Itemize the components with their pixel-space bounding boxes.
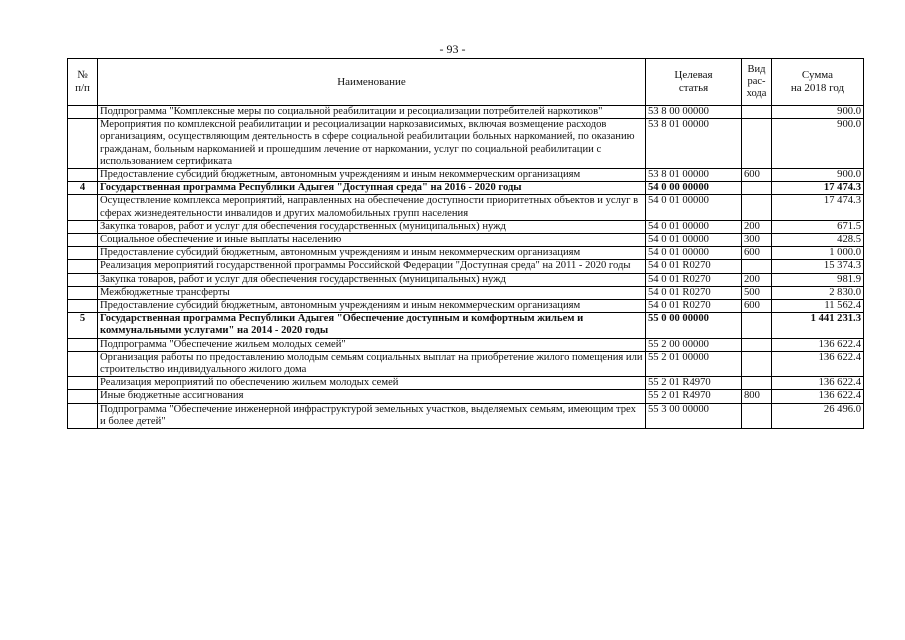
row-name-cell: Организация работы по предоставлению молодым семьям социальных выплат на приобретение жилого помещения или строительство индивидуального жилого дома: [98, 351, 646, 376]
header-name: Наименование: [98, 59, 646, 106]
row-code-cell: 55 2 01 00000: [646, 351, 742, 376]
header-type: Вид рас- хода: [742, 59, 772, 106]
row-code-cell: 54 0 01 00000: [646, 195, 742, 220]
row-name-cell: Государственная программа Республики Адыгея "Обеспечение доступным и комфортным жильем и коммунальными услугами" на 2014 - 2020 годы: [98, 313, 646, 338]
row-type-cell: 200: [742, 220, 772, 233]
row-code-cell: 55 2 01 R4970: [646, 390, 742, 403]
row-name-cell: Осуществление комплекса мероприятий, направленных на обеспечение доступности приоритетных объектов и услуг в сферах жизнедеятельности инвалидов и других маломобильных групп населения: [98, 195, 646, 220]
row-type-cell: [742, 338, 772, 351]
row-sum-cell: 136 622.4: [772, 390, 864, 403]
row-type-cell: [742, 313, 772, 338]
row-num-cell: [68, 220, 98, 233]
row-name-cell: Социальное обеспечение и иные выплаты населению: [98, 234, 646, 247]
row-sum-cell: 17 474.3: [772, 195, 864, 220]
row-name-cell: Подпрограмма "Комплексные меры по социальной реабилитации и ресоциализации потребителей наркотиков": [98, 106, 646, 119]
row-code-cell: 54 0 01 R0270: [646, 260, 742, 273]
row-code-cell: 54 0 01 00000: [646, 247, 742, 260]
row-sum-cell: 671.5: [772, 220, 864, 233]
table-row: [68, 377, 864, 390]
row-num-cell: [68, 169, 98, 182]
row-num-cell: [68, 338, 98, 351]
table-row: [68, 169, 864, 182]
table-row: [68, 286, 864, 299]
row-type-cell: [742, 403, 772, 428]
row-name-cell: Реализация мероприятий государственной программы Российской Федерации "Доступная среда" на 2011 - 2020 годы: [98, 260, 646, 273]
row-code-cell: 53 8 01 00000: [646, 119, 742, 169]
row-name-cell: Предоставление субсидий бюджетным, автономным учреждениям и иным некоммерческим организациям: [98, 169, 646, 182]
row-num-cell: [68, 377, 98, 390]
row-code-cell: 54 0 01 00000: [646, 220, 742, 233]
row-num-cell: [68, 300, 98, 313]
row-type-cell: 200: [742, 273, 772, 286]
row-type-cell: [742, 182, 772, 195]
row-type-cell: [742, 195, 772, 220]
row-code-cell: 55 2 00 00000: [646, 338, 742, 351]
header-sum: Сумма на 2018 год: [772, 59, 864, 106]
row-sum-cell: 136 622.4: [772, 351, 864, 376]
row-code-cell: 55 3 00 00000: [646, 403, 742, 428]
table-body: [68, 106, 864, 429]
table-row: [68, 220, 864, 233]
table-row: [68, 403, 864, 428]
row-num-cell: [68, 195, 98, 220]
table-row: [68, 273, 864, 286]
row-code-cell: 54 0 01 R0270: [646, 286, 742, 299]
row-name-cell: Иные бюджетные ассигнования: [98, 390, 646, 403]
row-name-cell: Предоставление субсидий бюджетным, автономным учреждениям и иным некоммерческим организациям: [98, 247, 646, 260]
row-name-cell: Реализация мероприятий по обеспечению жильем молодых семей: [98, 377, 646, 390]
table-row: [68, 195, 864, 220]
row-sum-cell: 900.0: [772, 119, 864, 169]
row-type-cell: [742, 119, 772, 169]
page-number: - 93 -: [439, 42, 466, 56]
row-num-cell: [68, 403, 98, 428]
row-name-cell: Закупка товаров, работ и услуг для обеспечения государственных (муниципальных) нужд: [98, 273, 646, 286]
row-name-cell: Межбюджетные трансферты: [98, 286, 646, 299]
row-name-cell: Государственная программа Республики Адыгея "Доступная среда" на 2016 - 2020 годы: [98, 182, 646, 195]
row-sum-cell: 1 441 231.3: [772, 313, 864, 338]
row-type-cell: 600: [742, 300, 772, 313]
row-sum-cell: 26 496.0: [772, 403, 864, 428]
row-sum-cell: 136 622.4: [772, 338, 864, 351]
row-name-cell: Предоставление субсидий бюджетным, автономным учреждениям и иным некоммерческим организациям: [98, 300, 646, 313]
row-num-cell: [68, 260, 98, 273]
table-row: [68, 390, 864, 403]
row-code-cell: 55 0 00 00000: [646, 313, 742, 338]
row-sum-cell: 11 562.4: [772, 300, 864, 313]
row-type-cell: [742, 106, 772, 119]
row-type-cell: 600: [742, 169, 772, 182]
row-code-cell: 53 8 01 00000: [646, 169, 742, 182]
row-sum-cell: 1 000.0: [772, 247, 864, 260]
row-name-cell: Мероприятия по комплексной реабилитации и ресоциализации наркозависимых, включая возмещение расходов организациям, осуществляющим деятельность в сфере социальной реабилитации больных наркоманией, по оказанию гражданам, больным наркоманией и прошедшим лечение от наркомании, услуг по социальной реабилитации с использованием сертификата: [98, 119, 646, 169]
table-row: [68, 338, 864, 351]
row-code-cell: 53 8 00 00000: [646, 106, 742, 119]
row-code-cell: 54 0 00 00000: [646, 182, 742, 195]
row-type-cell: [742, 351, 772, 376]
row-name-cell: Подпрограмма "Обеспечение жильем молодых семей": [98, 338, 646, 351]
table-row: [68, 182, 864, 195]
row-sum-cell: 17 474.3: [772, 182, 864, 195]
table-row: [68, 351, 864, 376]
table-row: [68, 119, 864, 169]
row-num-cell: [68, 286, 98, 299]
row-sum-cell: 2 830.0: [772, 286, 864, 299]
row-num-cell: [68, 273, 98, 286]
budget-table: [67, 58, 864, 429]
table-header-row: [68, 59, 864, 106]
row-type-cell: 300: [742, 234, 772, 247]
row-type-cell: 800: [742, 390, 772, 403]
header-num: № п/п: [68, 59, 98, 106]
row-name-cell: Подпрограмма "Обеспечение инженерной инфраструктурой земельных участков, выделяемых семьям, имеющим трех и более детей": [98, 403, 646, 428]
table-row: [68, 300, 864, 313]
row-sum-cell: 981.9: [772, 273, 864, 286]
table-row: [68, 247, 864, 260]
row-code-cell: 55 2 01 R4970: [646, 377, 742, 390]
table-row: [68, 106, 864, 119]
row-sum-cell: 900.0: [772, 106, 864, 119]
row-type-cell: [742, 260, 772, 273]
row-num-cell: [68, 106, 98, 119]
row-num-cell: [68, 234, 98, 247]
row-code-cell: 54 0 01 R0270: [646, 273, 742, 286]
row-type-cell: [742, 377, 772, 390]
header-code: Целевая статья: [646, 59, 742, 106]
row-num-cell: [68, 119, 98, 169]
table-row: [68, 234, 864, 247]
row-type-cell: 600: [742, 247, 772, 260]
row-num-cell: 4: [68, 182, 98, 195]
row-num-cell: 5: [68, 313, 98, 338]
table-row: [68, 313, 864, 338]
row-sum-cell: 15 374.3: [772, 260, 864, 273]
row-sum-cell: 900.0: [772, 169, 864, 182]
row-sum-cell: 428.5: [772, 234, 864, 247]
row-num-cell: [68, 247, 98, 260]
row-sum-cell: 136 622.4: [772, 377, 864, 390]
row-code-cell: 54 0 01 00000: [646, 234, 742, 247]
table-row: [68, 260, 864, 273]
row-type-cell: 500: [742, 286, 772, 299]
row-num-cell: [68, 351, 98, 376]
row-code-cell: 54 0 01 R0270: [646, 300, 742, 313]
row-name-cell: Закупка товаров, работ и услуг для обеспечения государственных (муниципальных) нужд: [98, 220, 646, 233]
row-num-cell: [68, 390, 98, 403]
